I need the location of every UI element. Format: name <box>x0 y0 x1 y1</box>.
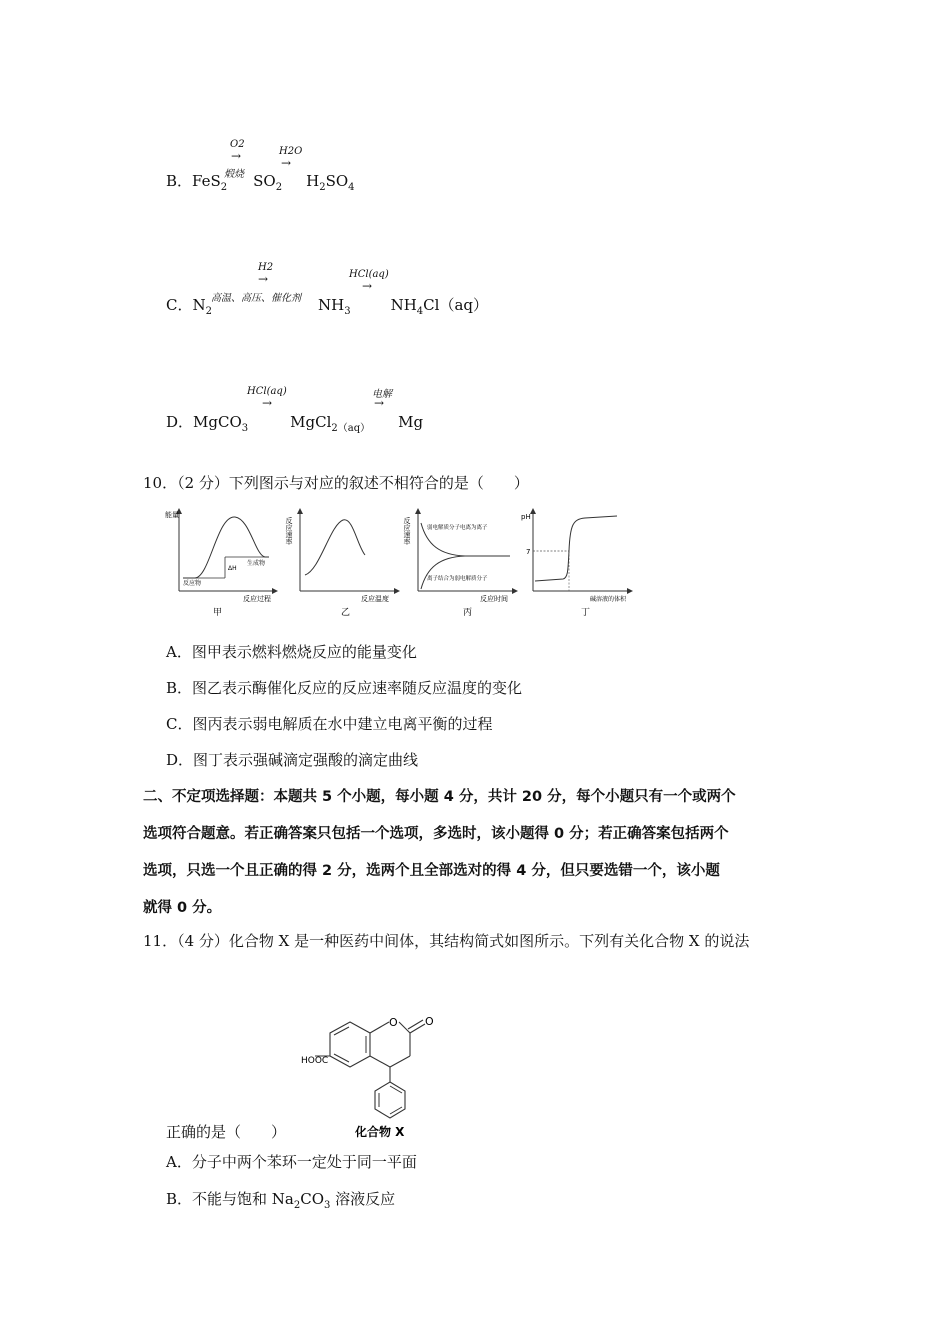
option-text: 溶液反应 <box>330 1190 396 1208</box>
graph-ding <box>521 511 630 618</box>
option-label: B． <box>166 172 193 190</box>
graph-caption: 甲 <box>213 608 223 618</box>
q10-option-c: C．图丙表示弱电解质在水中建立电离平衡的过程 <box>166 715 493 733</box>
graph-bing <box>403 511 515 618</box>
q10-graphs <box>165 505 635 620</box>
x-axis-label: 反应时间 <box>480 595 508 603</box>
formula: MgCl <box>290 413 332 431</box>
formula: SO <box>325 172 349 190</box>
section2-line-1: 二、不定项选择题：本题共 5 个小题，每小题 4 分，共计 20 分，每个小题只有一个或两个 <box>143 789 736 805</box>
arrow-icon: → <box>362 279 373 293</box>
graph-caption: 乙 <box>341 608 351 618</box>
arrow-icon: → <box>262 396 273 410</box>
option-text: CO <box>300 1190 325 1208</box>
lower-curve-label: 离子结合为弱电解质分子 <box>427 576 488 582</box>
condition-o2: O2 <box>230 139 245 150</box>
subscript: 3 <box>344 306 351 317</box>
formula: FeS <box>192 172 221 190</box>
formula: N <box>192 296 206 314</box>
structure-caption: 化合物 X <box>355 1125 405 1139</box>
subscript: 2 <box>319 182 326 193</box>
product-label: 生成物 <box>247 560 266 567</box>
option-label: C． <box>166 296 193 314</box>
section2-line-4: 就得 0 分。 <box>143 900 222 916</box>
q10-option-d: D．图丁表示强碱滴定强酸的滴定曲线 <box>166 751 419 769</box>
tick-label-7: 7 <box>526 548 531 556</box>
formula: MgCO <box>193 413 242 431</box>
condition-h2o: H2O <box>279 146 303 157</box>
graph-yi <box>285 511 397 618</box>
arrow-icon: → <box>374 396 385 410</box>
graph-jia <box>165 510 275 618</box>
q10-option-b: B．图乙表示酶催化反应的反应速率随反应温度的变化 <box>166 679 523 697</box>
x-axis-label: 反应过程 <box>243 595 271 603</box>
subscript: 3 <box>324 1200 331 1211</box>
arrow-icon: → <box>231 149 242 163</box>
subscript: 2 <box>293 1200 301 1211</box>
subscript: 2 <box>220 182 228 193</box>
x-axis-label: 反应温度 <box>361 595 389 603</box>
graph-caption: 丁 <box>581 608 591 618</box>
formula: SO <box>253 172 276 190</box>
condition-electrolysis: 电解 <box>372 389 392 400</box>
y-axis-label: 反应速率 <box>285 517 293 545</box>
y-axis-label: pH <box>521 513 531 521</box>
subscript: 2 <box>275 182 283 193</box>
arrow-icon: → <box>258 272 269 286</box>
hooc-label: HOOC <box>301 1056 329 1066</box>
option-label: D． <box>166 413 194 431</box>
q11-stem: 11．（4 分）化合物 X 是一种医药中间体，其结构简式如图所示。下列有关化合物 X 的说法 <box>143 932 750 950</box>
subscript: 3 <box>241 423 249 434</box>
formula: NH <box>390 296 417 314</box>
section2-line-3: 选项，只选一个且正确的得 2 分，选两个且全部选对的得 4 分，但只要选错一个，该小题 <box>143 863 720 879</box>
reactant-label: 反应物 <box>183 580 202 587</box>
condition-high-temp-pressure-catalyst: 高温、高压、催化剂 <box>211 293 301 304</box>
x-axis-label: 碱溶液的体积 <box>590 596 627 603</box>
q10-option-a: A．图甲表示燃料燃烧反应的能量变化 <box>166 643 417 661</box>
q10-stem: 10．（2 分）下列图示与对应的叙述不相符合的是（ ） <box>143 474 529 492</box>
formula: Mg <box>398 413 424 431</box>
subscript: 2（aq） <box>331 423 371 434</box>
option-text: B．不能与饱和 Na <box>166 1190 294 1208</box>
subscript: 4 <box>416 306 424 317</box>
condition-hcl: HCl(aq) <box>247 386 287 397</box>
condition-calcine: 煅烧 <box>224 169 244 180</box>
arrow-icon: → <box>281 156 292 170</box>
carbonyl-oxygen-label: O <box>425 1015 434 1028</box>
formula: Cl（aq） <box>423 296 488 314</box>
ring-oxygen-label: O <box>389 1016 398 1029</box>
formula: H <box>306 172 320 190</box>
upper-curve-label: 弱电解质分子电离为离子 <box>427 525 488 531</box>
y-axis-label: 能量 <box>165 511 179 519</box>
condition-hcl: HCl(aq) <box>349 269 389 280</box>
compound-x-structure <box>295 1010 455 1140</box>
section2-line-2: 选项符合题意。若正确答案只包括一个选项，多选时，该小题得 0 分；若正确答案包括两个 <box>143 826 729 842</box>
delta-h-label: ΔH <box>228 565 237 572</box>
formula: NH <box>317 296 345 314</box>
y-axis-label: 反应速率 <box>403 517 411 545</box>
q11-stem-continued: 正确的是（ ） <box>166 1123 287 1141</box>
subscript: 2 <box>205 306 212 317</box>
condition-h2: H2 <box>258 262 274 273</box>
subscript: 4 <box>348 182 355 193</box>
q11-option-b <box>166 1188 395 1211</box>
q11-option-a: A．分子中两个苯环一定处于同一平面 <box>166 1153 417 1171</box>
graph-caption: 丙 <box>463 608 473 618</box>
